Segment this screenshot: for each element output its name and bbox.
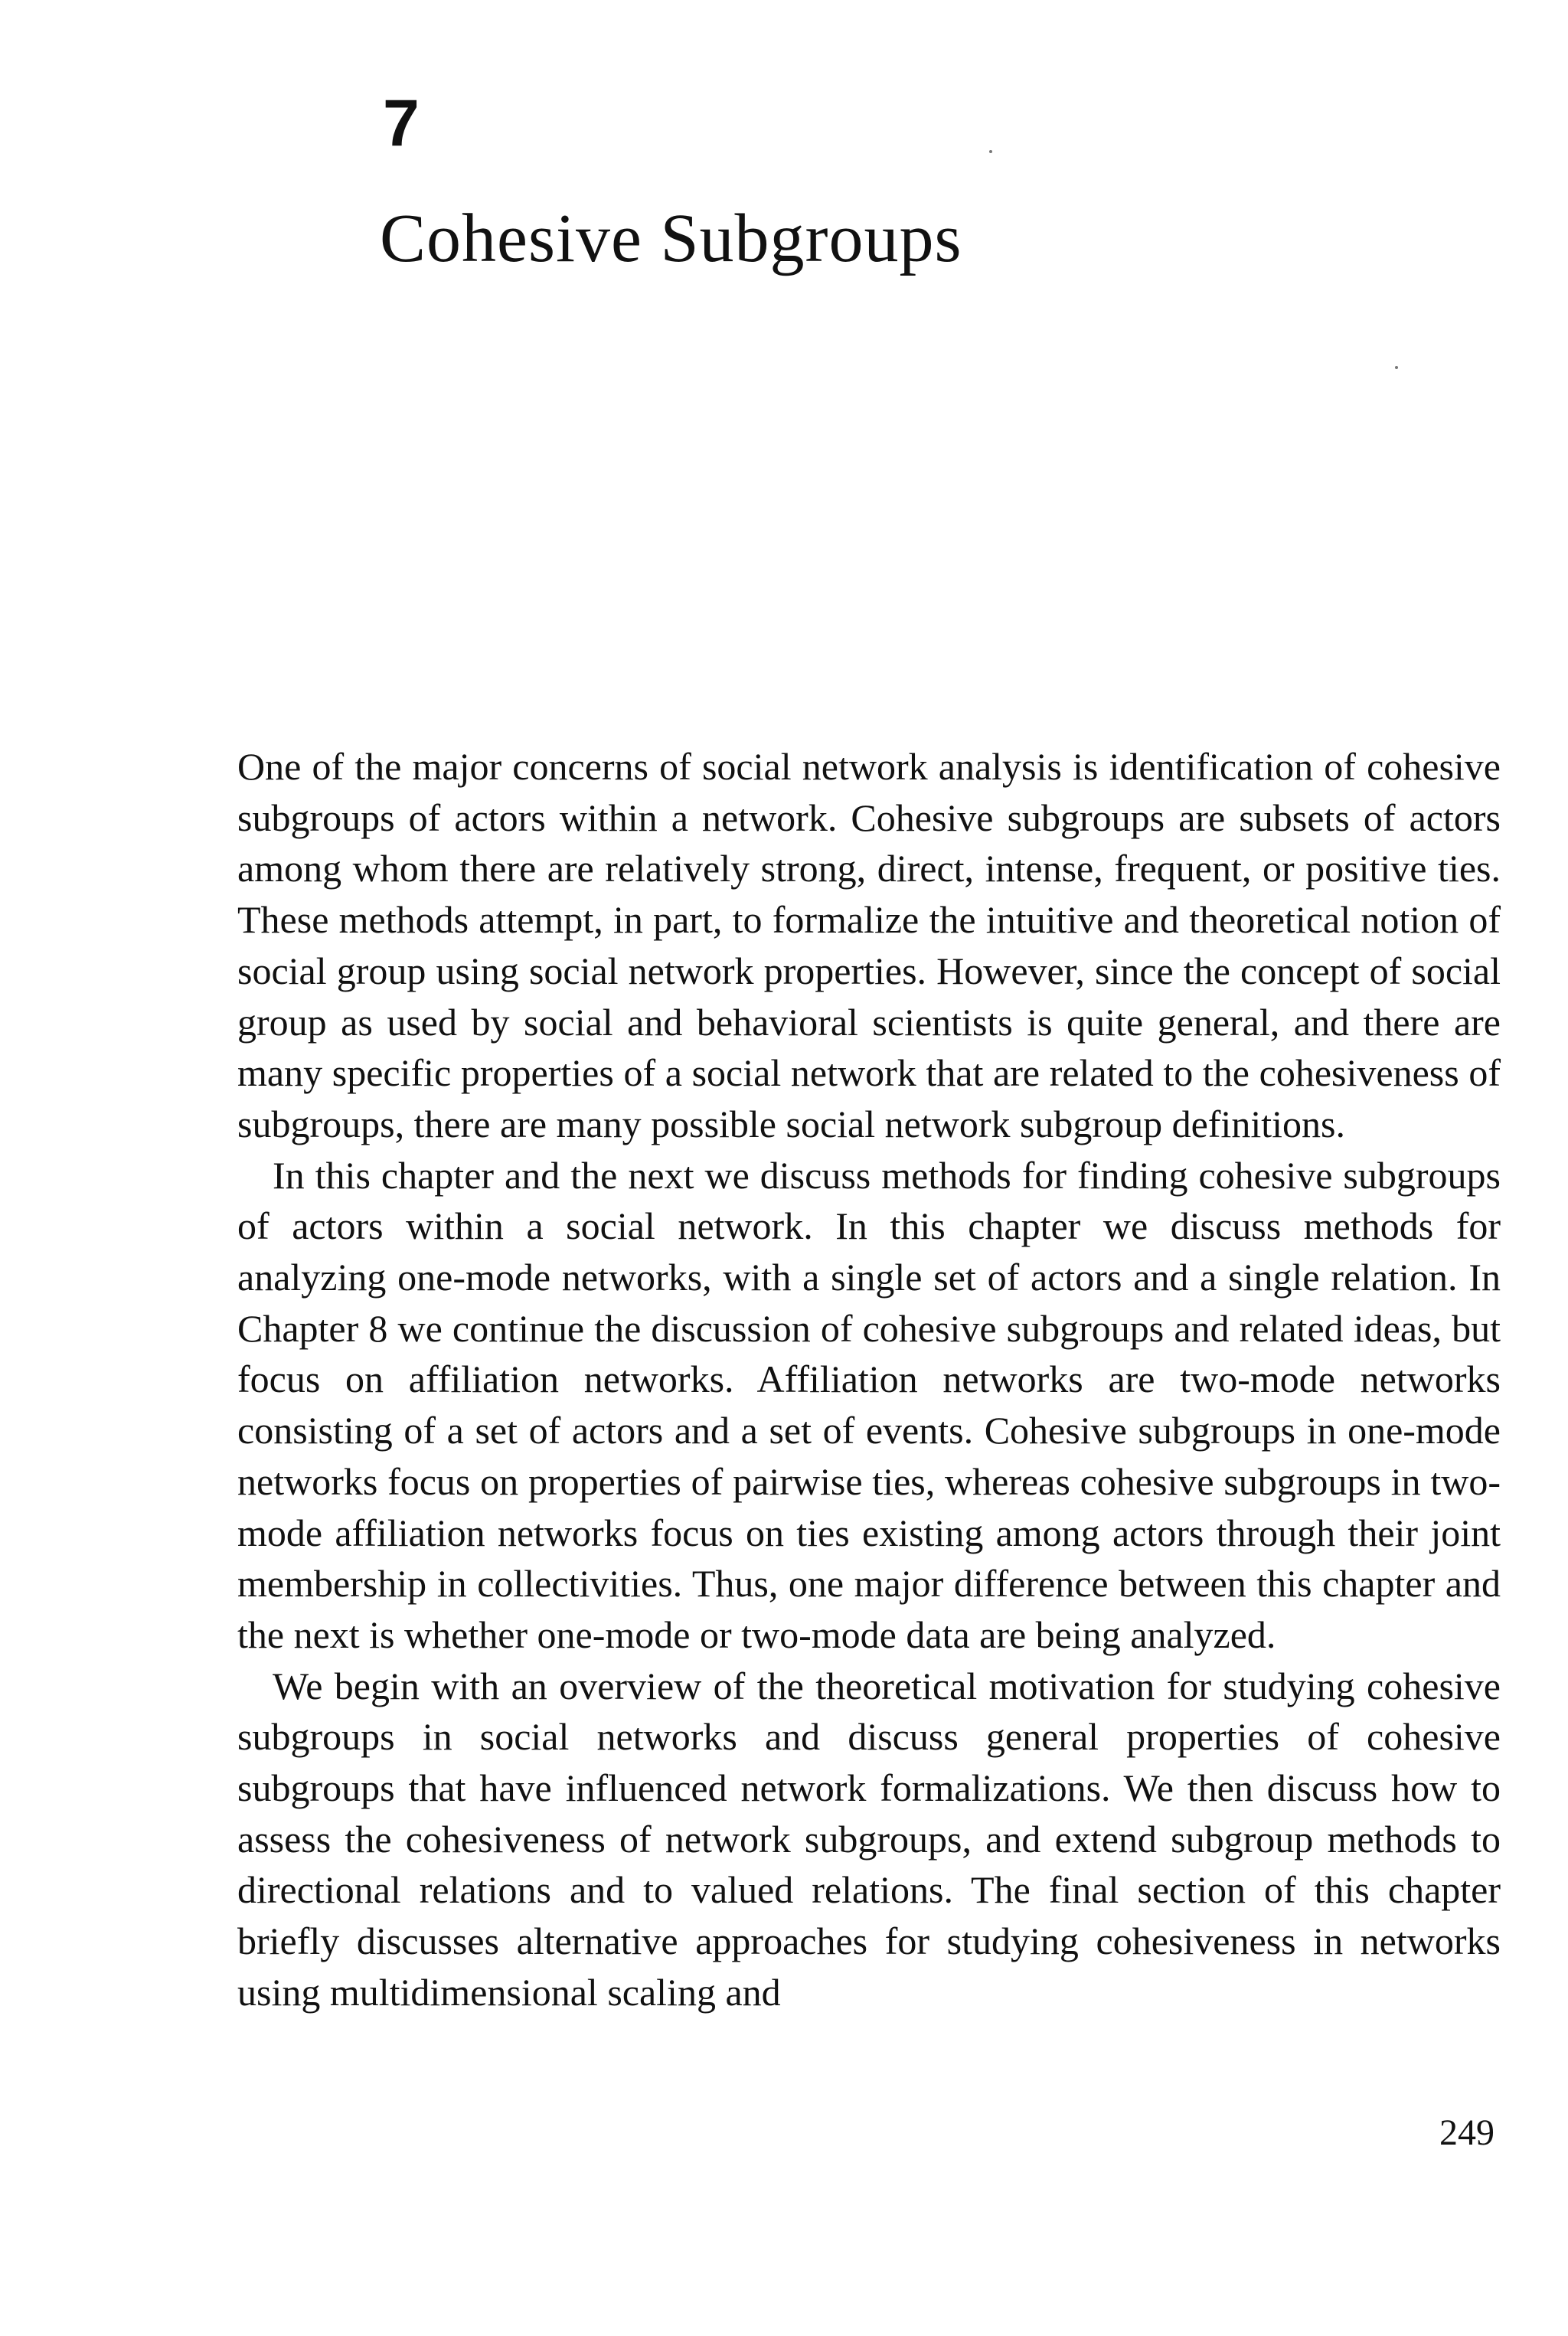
chapter-title: Cohesive Subgroups	[380, 201, 962, 276]
scan-speck-mark	[989, 150, 992, 153]
paragraph: One of the major concerns of social network analysis is identification of cohesive subgroups of actors within a network. Cohesive subgroups are subsets of actors among whom there are relatively strong, direct, intense, frequent, or positive ties. These methods attempt, in part, to formalize the intuitive and theoretical notion of social group using social network properties. However, since the concept of social group as used by social and behavioral scientists is quite general, and there are many specific properties of a social network that are related to the cohesiveness of subgroups, there are many possible social network subgroup definitions.	[237, 745, 1501, 1145]
page-number: 249	[1439, 2112, 1494, 2153]
body-text	[237, 741, 1501, 2018]
paragraph: In this chapter and the next we discuss methods for finding cohesive subgroups of actors within a social network. In this chapter we discuss methods for analyzing one-mode networks, with a single set of actors and a single relation. In Chapter 8 we continue the discussion of cohesive subgroups and related ideas, but focus on affiliation networks. Affiliation networks are two-mode networks consisting of a set of actors and a set of events. Cohesive subgroups in one-mode networks focus on properties of pairwise ties, whereas cohesive subgroups in two-mode affiliation networks focus on ties existing among actors through their joint membership in collectivities. Thus, one major difference between this chapter and the next is whether one-mode or two-mode data are being analyzed.	[237, 1153, 1501, 1656]
chapter-number: 7	[383, 87, 420, 160]
scan-speck-mark	[1395, 366, 1398, 369]
paragraph: We begin with an overview of the theoretical motivation for studying cohesive subgroups in social networks and discuss general properties of cohesive subgroups that have influenced network formalizations. We then discuss how to assess the cohesiveness of network subgroups, and extend subgroup methods to directional relations and to valued relations. The final section of this chapter briefly discusses alternative approaches for studying cohesiveness in networks using multidimensional scaling and	[237, 1664, 1501, 2014]
